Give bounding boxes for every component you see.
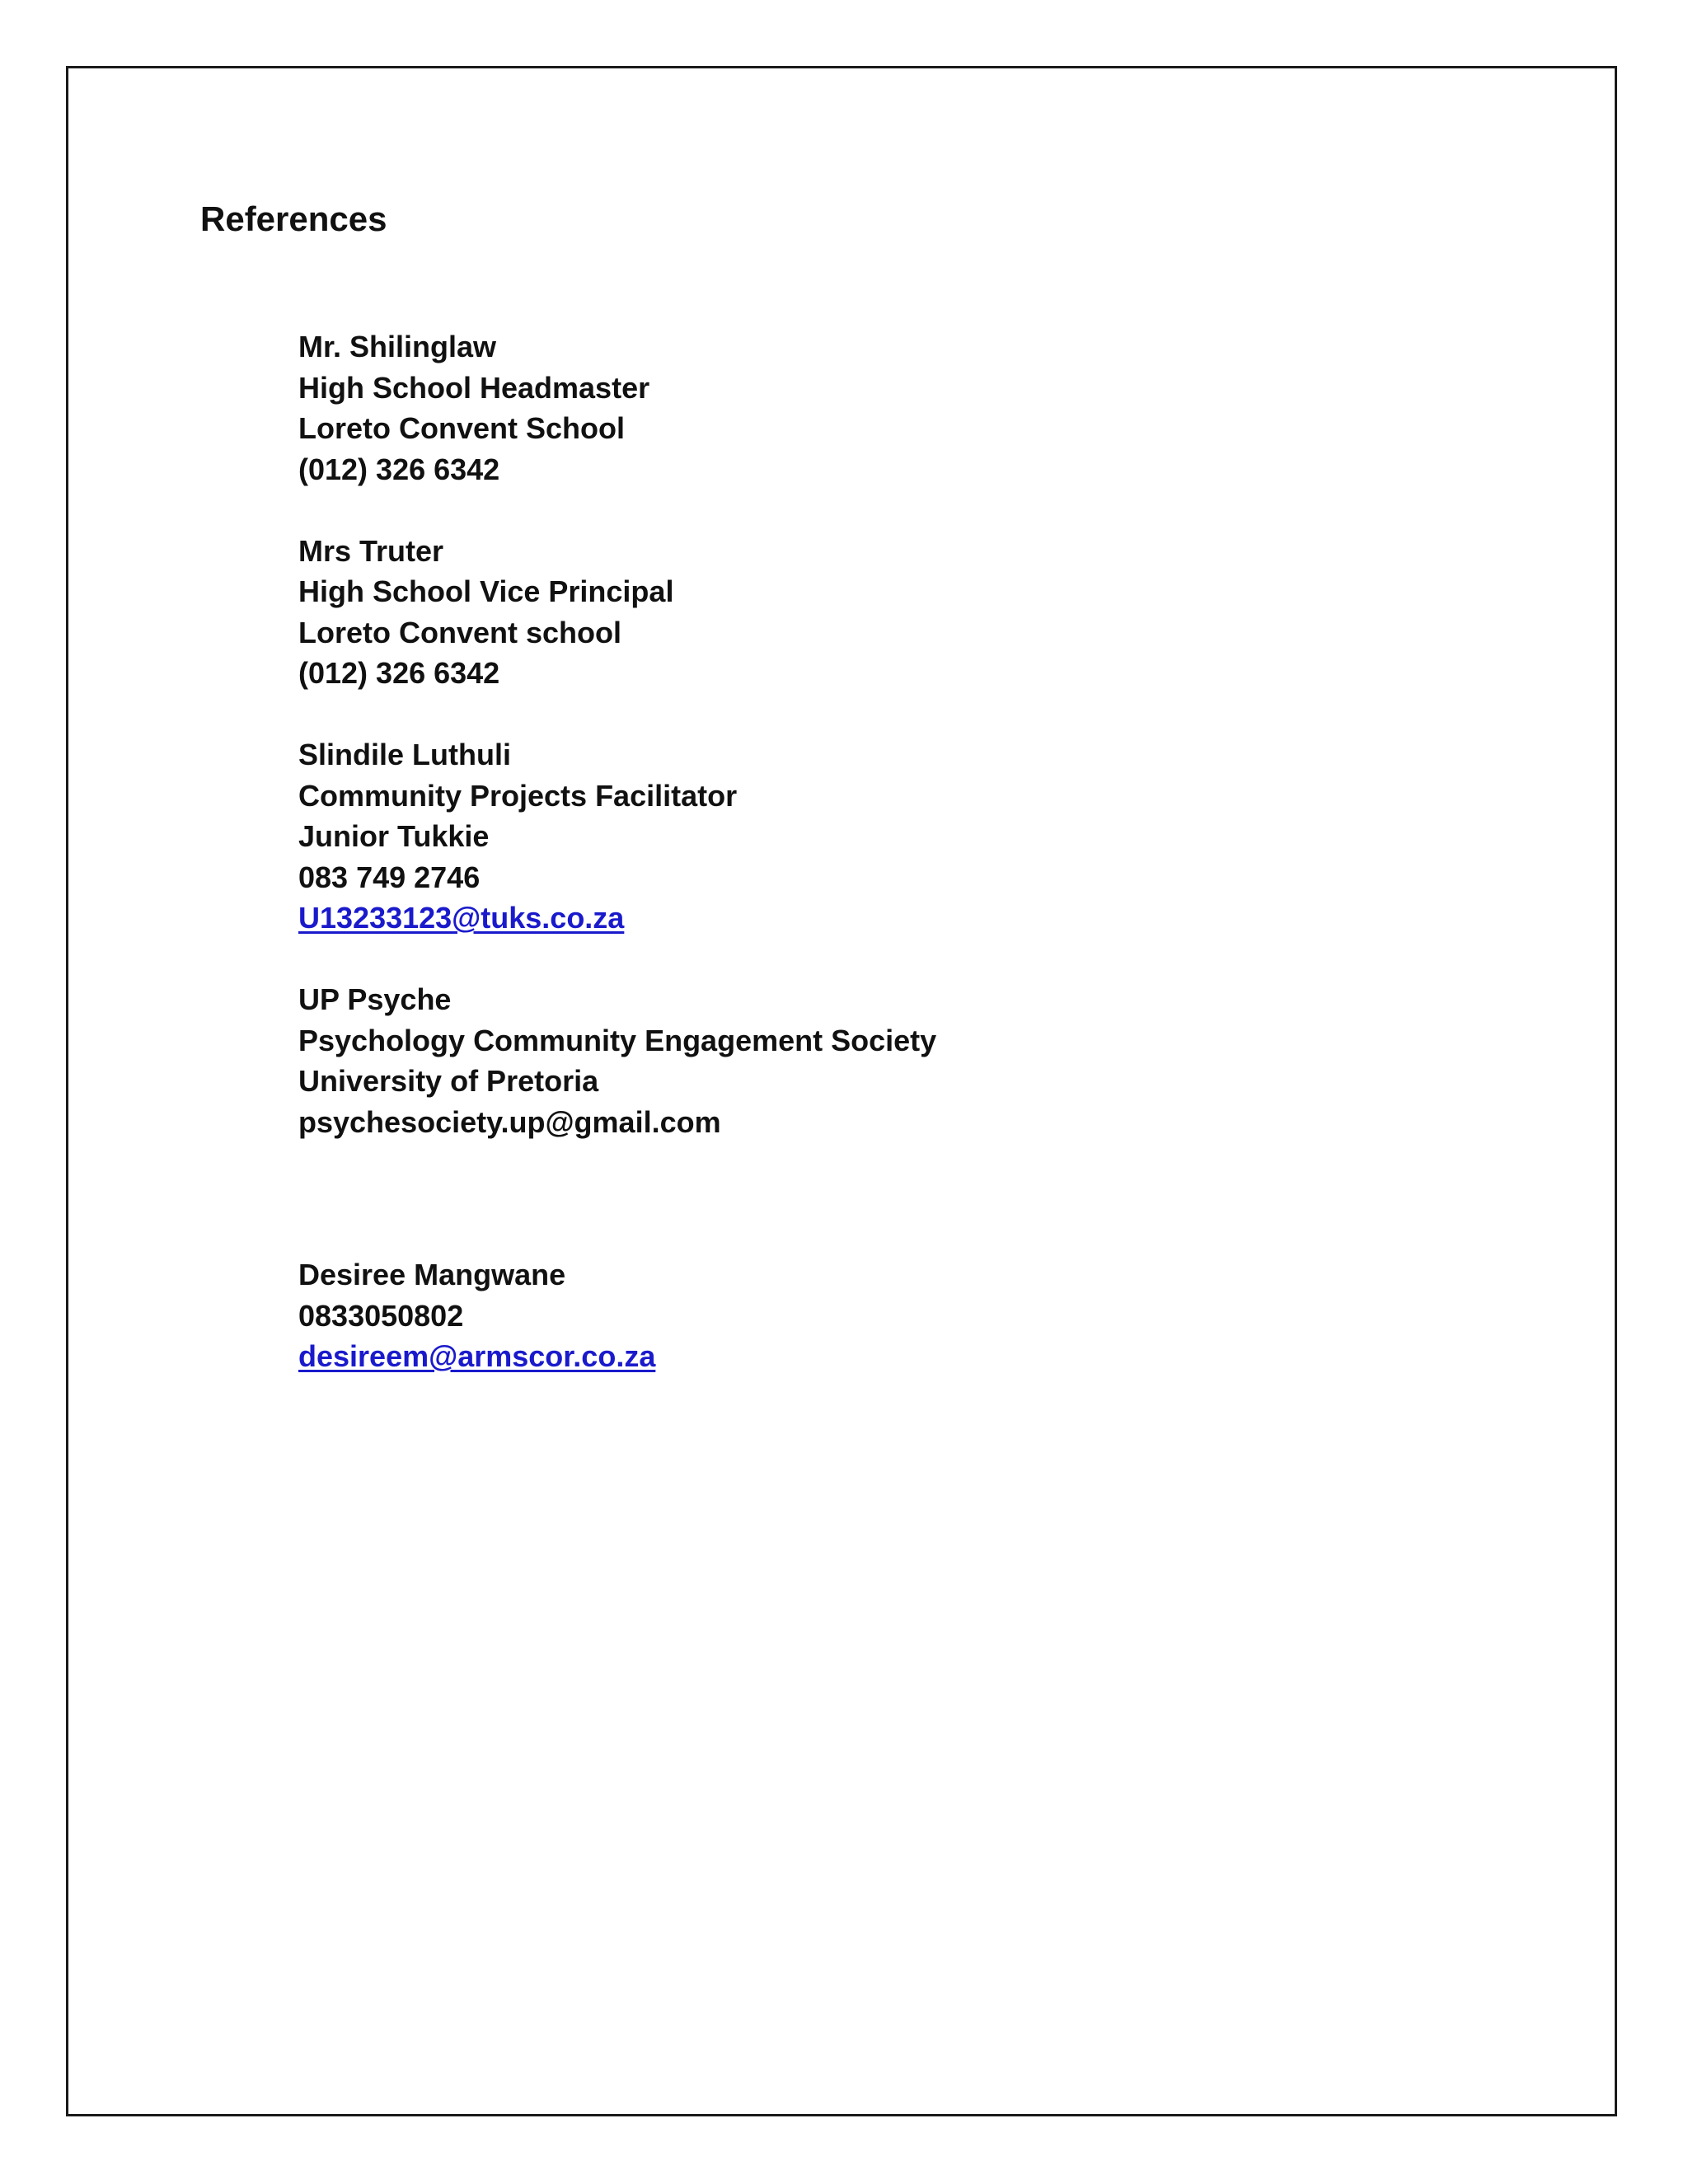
reference-name: Desiree Mangwane — [298, 1258, 566, 1291]
reference-entry-luthuli — [298, 734, 1535, 939]
reference-email-line — [298, 1336, 1535, 1377]
reference-phone: (012) 326 6342 — [298, 656, 500, 690]
reference-entry-mangwane — [298, 1254, 1535, 1377]
reference-role: High School Headmaster — [298, 370, 650, 405]
spacer — [298, 1142, 1535, 1254]
reference-name: UP Psyche — [298, 982, 452, 1016]
reference-organization: Loreto Convent school — [298, 615, 622, 649]
reference-role: Psychology Community Engagement Society — [298, 1023, 937, 1057]
reference-organization: Loreto Convent School — [298, 411, 625, 445]
reference-entry-up-psyche — [298, 979, 1535, 1142]
reference-phone: (012) 326 6342 — [298, 452, 500, 486]
reference-name: Mr. Shilinglaw — [298, 330, 497, 363]
reference-organization: Junior Tukkie — [298, 819, 490, 853]
spacer — [298, 490, 1535, 531]
references-list — [298, 326, 1535, 1377]
reference-email-link[interactable]: U13233123@tuks.co.za — [298, 901, 625, 935]
reference-email-link[interactable]: desireem@armscor.co.za — [298, 1339, 656, 1373]
reference-phone: 0833050802 — [298, 1298, 464, 1333]
reference-organization: University of Pretoria — [298, 1064, 599, 1098]
reference-email: psychesociety.up@gmail.com — [298, 1104, 721, 1139]
reference-email-line — [298, 898, 1535, 939]
spacer — [298, 694, 1535, 735]
page-title: References — [200, 199, 387, 238]
reference-name: Slindile Luthuli — [298, 738, 511, 771]
reference-entry-truter — [298, 531, 1535, 694]
reference-phone: 083 749 2746 — [298, 860, 481, 894]
spacer — [298, 939, 1535, 980]
reference-role: High School Vice Principal — [298, 574, 674, 608]
reference-entry-shilinglaw — [298, 326, 1535, 490]
reference-name: Mrs Truter — [298, 533, 444, 568]
reference-role: Community Projects Facilitator — [298, 778, 738, 813]
